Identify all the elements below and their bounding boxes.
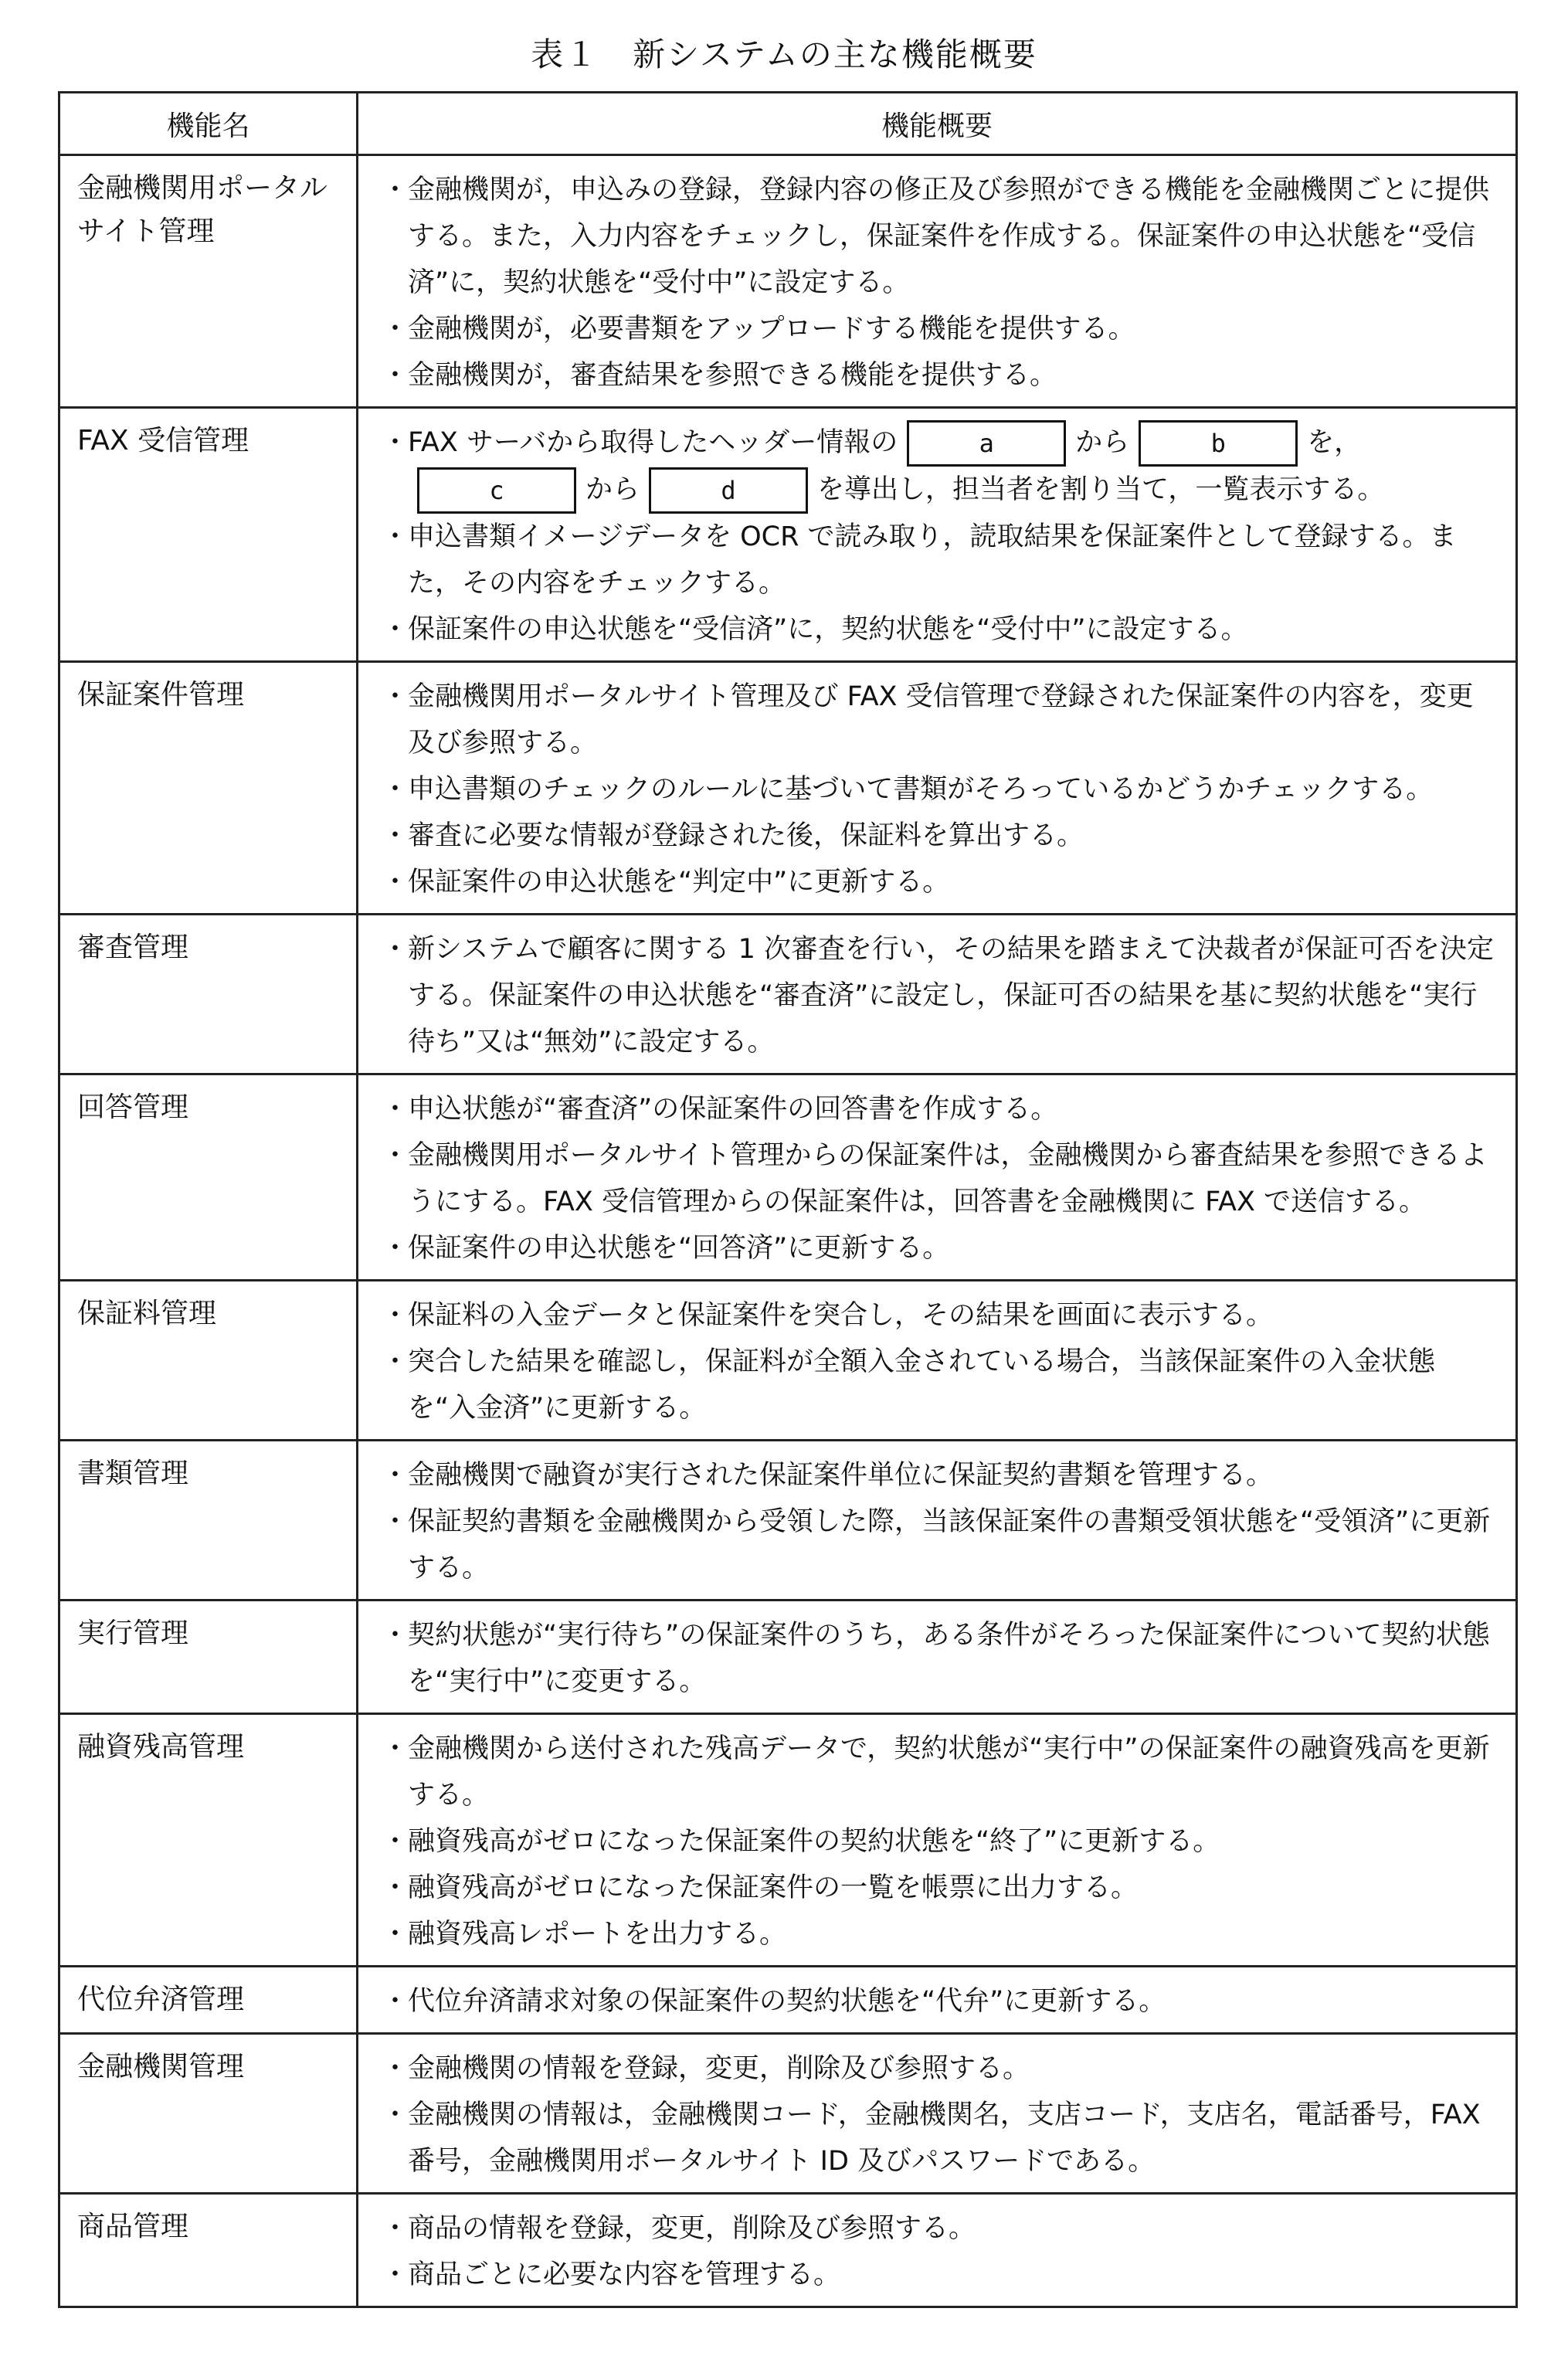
function-summary <box>358 1441 1517 1601</box>
summary-item: ・ 金融機関が，審査結果を参照できる機能を提供する。 <box>382 352 1500 399</box>
function-summary <box>358 1601 1517 1714</box>
function-table <box>58 91 1518 2308</box>
table-row <box>59 2194 1517 2307</box>
summary-item: ・ 保証料の入金データと保証案件を突合し，その結果を画面に表示する。 <box>382 1292 1500 1339</box>
function-summary <box>358 1967 1517 2034</box>
summary-item: ・ 申込書類のチェックのルールに基づいて書類がそろっているかどうかチェックする。 <box>382 766 1500 813</box>
table-row <box>59 662 1517 915</box>
summary-item: ・ 新システムで顧客に関する 1 次審査を行い，その結果を踏まえて決裁者が保証可否を決定する。保証案件の申込状態を“審査済”に設定し，保証可否の結果を基に契約状態を“実行待ち”又は“無効”に設定する。 <box>382 926 1500 1065</box>
function-name: FAX 受信管理 <box>59 408 358 662</box>
function-summary <box>358 662 1517 915</box>
fax-text-3: を， <box>1307 427 1362 458</box>
summary-item: ・ 金融機関用ポータルサイト管理からの保証案件は，金融機関から審査結果を参照できるようにする。FAX 受信管理からの保証案件は，回答書を金融機関に FAX で送信する。 <box>382 1132 1500 1225</box>
table-row <box>59 1714 1517 1967</box>
table-row <box>59 1441 1517 1601</box>
table-header-row <box>59 93 1517 155</box>
function-summary <box>358 1074 1517 1281</box>
summary-item: ・ 商品ごとに必要な内容を管理する。 <box>382 2252 1500 2298</box>
function-summary <box>358 1281 1517 1441</box>
function-name: 保証料管理 <box>59 1281 358 1441</box>
fax-text-4: から <box>585 474 640 505</box>
function-name: 審査管理 <box>59 915 358 1074</box>
summary-item: ・ 保証案件の申込状態を“判定中”に更新する。 <box>382 859 1500 905</box>
fax-text-1: FAX サーバから取得したヘッダー情報の <box>408 427 898 458</box>
table-row <box>59 408 1517 662</box>
function-summary <box>358 2194 1517 2307</box>
function-summary <box>358 1714 1517 1967</box>
summary-item: ・ 金融機関の情報を登録，変更，削除及び参照する。 <box>382 2045 1500 2092</box>
summary-item: ・ 金融機関用ポータルサイト管理及び FAX 受信管理で登録された保証案件の内容を，変更及び参照する。 <box>382 674 1500 766</box>
table-row <box>59 155 1517 408</box>
function-name: 保証案件管理 <box>59 662 358 915</box>
fax-text-5: を導出し，担当者を割り当て，一覧表示する。 <box>817 474 1385 505</box>
table-row <box>59 1601 1517 1714</box>
blank-a: a <box>907 420 1066 467</box>
summary-item: ・ 審査に必要な情報が登録された後，保証料を算出する。 <box>382 813 1500 859</box>
column-header-summary: 機能概要 <box>358 93 1517 155</box>
summary-item: ・ 融資残高レポートを出力する。 <box>382 1911 1500 1957</box>
function-name: 商品管理 <box>59 2194 358 2307</box>
summary-item: ・ 申込状態が“審査済”の保証案件の回答書を作成する。 <box>382 1086 1500 1132</box>
summary-item: ・ 申込書類イメージデータを OCR で読み取り，読取結果を保証案件として登録する。また，その内容をチェックする。 <box>382 514 1500 606</box>
function-summary <box>358 155 1517 408</box>
column-header-name: 機能名 <box>59 93 358 155</box>
summary-item: ・ 金融機関の情報は，金融機関コード，金融機関名，支店コード，支店名，電話番号，FAX 番号，金融機関用ポータルサイト ID 及びパスワードである。 <box>382 2092 1500 2184</box>
function-name: 金融機関用ポータルサイト管理 <box>59 155 358 408</box>
summary-item: ・ 突合した結果を確認し，保証料が全額入金されている場合，当該保証案件の入金状態を“入金済”に更新する。 <box>382 1339 1500 1431</box>
blank-c: c <box>417 467 576 514</box>
summary-item: ・ 金融機関が，申込みの登録，登録内容の修正及び参照ができる機能を金融機関ごとに提供する。また，入力内容をチェックし，保証案件を作成する。保証案件の申込状態を“受信済”に，契約状態を“受付中”に設定する。 <box>382 167 1500 306</box>
function-name: 実行管理 <box>59 1601 358 1714</box>
summary-item: ・ 保証案件の申込状態を“回答済”に更新する。 <box>382 1225 1500 1271</box>
summary-item: ・ 代位弁済請求対象の保証案件の契約状態を“代弁”に更新する。 <box>382 1978 1500 2025</box>
function-summary <box>358 2034 1517 2194</box>
table-row <box>59 1281 1517 1441</box>
function-name: 融資残高管理 <box>59 1714 358 1967</box>
table-row <box>59 1074 1517 1281</box>
summary-item: ・ 金融機関から送付された残高データで，契約状態が“実行中”の保証案件の融資残高を更新する。 <box>382 1726 1500 1818</box>
blank-d: d <box>649 467 808 514</box>
summary-item: ・ 金融機関が，必要書類をアップロードする機能を提供する。 <box>382 306 1500 352</box>
function-summary <box>358 408 1517 662</box>
summary-item-with-blanks <box>382 419 1500 514</box>
function-summary <box>358 915 1517 1074</box>
table-row <box>59 2034 1517 2194</box>
summary-item: ・ 保証案件の申込状態を“受信済”に，契約状態を“受付中”に設定する。 <box>382 606 1500 653</box>
function-name: 代位弁済管理 <box>59 1967 358 2034</box>
function-name: 回答管理 <box>59 1074 358 1281</box>
blank-b: b <box>1139 420 1298 467</box>
summary-item: ・ 保証契約書類を金融機関から受領した際，当該保証案件の書類受領状態を“受領済”に更新する。 <box>382 1499 1500 1591</box>
summary-item: ・ 融資残高がゼロになった保証案件の契約状態を“終了”に更新する。 <box>382 1818 1500 1865</box>
fax-text-2: から <box>1075 427 1130 458</box>
function-name: 書類管理 <box>59 1441 358 1601</box>
summary-item: ・ 商品の情報を登録，変更，削除及び参照する。 <box>382 2205 1500 2252</box>
summary-item: ・ 契約状態が“実行待ち”の保証案件のうち，ある条件がそろった保証案件について契約状態を“実行中”に変更する。 <box>382 1612 1500 1705</box>
summary-item: ・ 金融機関で融資が実行された保証案件単位に保証契約書類を管理する。 <box>382 1452 1500 1499</box>
table-title: 表１ 新システムの主な機能概要 <box>531 36 1037 73</box>
summary-item: ・ 融資残高がゼロになった保証案件の一覧を帳票に出力する。 <box>382 1865 1500 1911</box>
table-row <box>59 1967 1517 2034</box>
table-row <box>59 915 1517 1074</box>
function-name: 金融機関管理 <box>59 2034 358 2194</box>
